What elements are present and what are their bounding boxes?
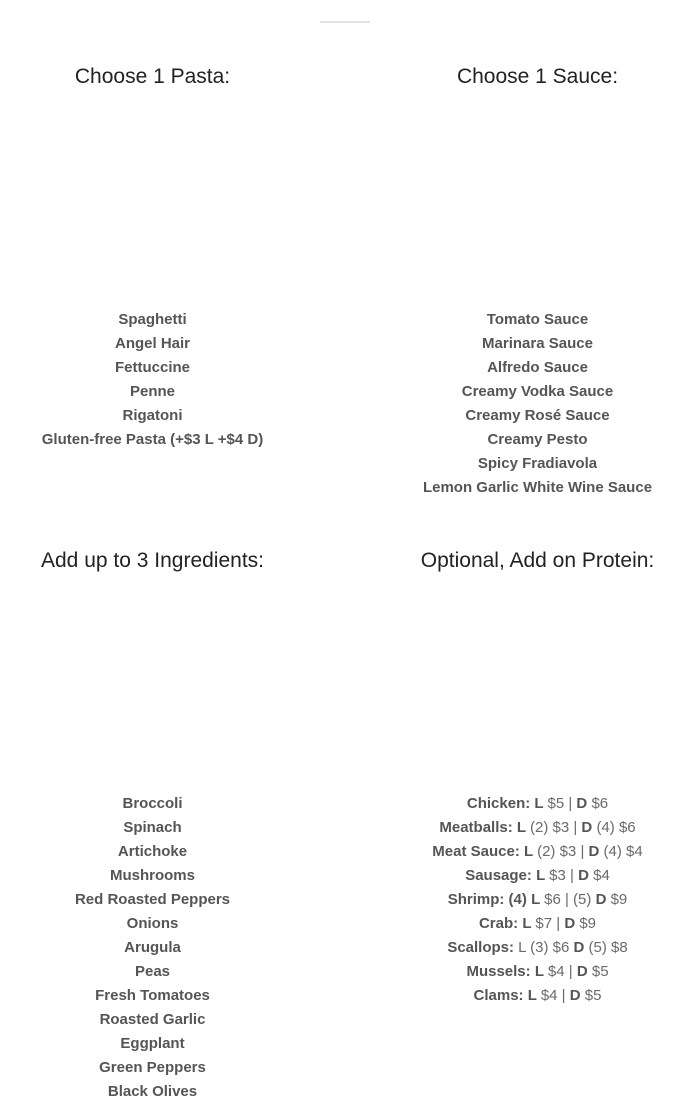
dinner-label: D <box>595 891 607 908</box>
list-item: Onions <box>126 915 179 932</box>
dinner-price: (4) $6 <box>596 819 636 836</box>
lunch-label: L <box>522 915 532 932</box>
protein-name: Meatballs: <box>439 819 513 836</box>
dinner-price: $6 <box>591 795 609 812</box>
lunch-price: $7 <box>535 915 553 932</box>
separator: | <box>570 867 574 884</box>
list-item: Creamy Vodka Sauce <box>461 383 614 400</box>
list-item <box>385 960 690 984</box>
lunch-label: L <box>524 843 533 860</box>
separator: | <box>561 987 566 1004</box>
list-item: Spaghetti <box>118 311 187 328</box>
list-item <box>385 864 690 888</box>
pasta-list <box>0 308 305 452</box>
list-item: Lemon Garlic White Wine Sauce <box>422 479 653 496</box>
list-item <box>385 984 690 1008</box>
dinner-price: $4 <box>593 867 610 884</box>
list-item: Spinach <box>123 819 182 836</box>
dinner-price: $5 <box>584 987 602 1004</box>
list-item: Penne <box>129 383 175 400</box>
dinner-label: D <box>576 963 588 980</box>
list-item <box>385 912 690 936</box>
list-item: Gluten-free Pasta (+$3 L +$4 D) <box>41 431 264 448</box>
lunch-price: (2) $3 <box>537 843 577 860</box>
protein-name: Meat Sauce: <box>432 843 520 860</box>
dinner-label: D <box>564 915 576 932</box>
list-item: Arugula <box>124 939 181 956</box>
list-item <box>385 936 690 960</box>
list-item: Eggplant <box>120 1035 185 1052</box>
separator: | <box>568 795 573 812</box>
dinner-price: $9 <box>610 891 628 908</box>
list-item: Creamy Rosé Sauce <box>465 407 610 424</box>
protein-name: Clams: <box>473 987 524 1004</box>
lunch-label: L <box>534 795 544 812</box>
list-item: Broccoli <box>122 795 183 812</box>
separator: | <box>580 843 585 860</box>
pasta-heading: Choose 1 Pasta: <box>74 65 231 88</box>
lunch-label: L <box>516 819 526 836</box>
protein-name: Chicken: <box>466 795 531 812</box>
sauce-list <box>385 308 690 500</box>
dinner-label: D <box>569 987 581 1004</box>
lunch-price: $6 | (5) <box>544 891 592 908</box>
lunch-price: $4 <box>540 987 558 1004</box>
separator: | <box>568 963 573 980</box>
lunch-label: L <box>531 891 540 908</box>
list-item <box>385 888 690 912</box>
sauce-heading: Choose 1 Sauce: <box>456 65 619 88</box>
list-item <box>385 792 690 816</box>
lunch-label: L <box>527 987 537 1004</box>
list-item: Fettuccine <box>114 359 190 376</box>
dinner-label: D <box>588 843 600 860</box>
list-item: Tomato Sauce <box>486 311 589 328</box>
separator: | <box>556 915 561 932</box>
list-item: Angel Hair <box>114 335 190 352</box>
list-item: Rigatoni <box>122 407 183 424</box>
list-item: Green Peppers <box>99 1059 206 1076</box>
protein-name: Crab: <box>478 915 519 932</box>
list-item: Creamy Pesto <box>487 431 588 448</box>
ingredients-heading: Add up to 3 Ingredients: <box>41 549 264 572</box>
list-item: Peas <box>134 963 171 980</box>
list-item <box>385 840 690 864</box>
separator: | <box>573 819 578 836</box>
list-item: Red Roasted Peppers <box>74 891 231 908</box>
dinner-label: D <box>573 939 585 956</box>
lunch-price: $4 <box>547 963 565 980</box>
dinner-price: $5 <box>591 963 609 980</box>
lunch-label: L <box>536 867 545 884</box>
dinner-label: D <box>581 819 593 836</box>
dinner-label: D <box>576 795 588 812</box>
dinner-price: (4) $4 <box>603 843 643 860</box>
dinner-label: D <box>578 867 589 884</box>
protein-name: Shrimp: (4) <box>447 891 527 908</box>
list-item: Marinara Sauce <box>482 335 593 352</box>
list-item <box>385 816 690 840</box>
list-item: Black Olives <box>107 1083 198 1100</box>
protein-name: Sausage: <box>465 867 532 884</box>
list-item: Artichoke <box>117 843 188 860</box>
protein-name: Mussels: <box>466 963 531 980</box>
lunch-price: $5 <box>547 795 565 812</box>
list-item: Spicy Fradiavola <box>477 455 598 472</box>
lunch-price: $3 <box>549 867 566 884</box>
protein-heading: Optional, Add on Protein: <box>420 549 655 572</box>
top-divider <box>320 21 370 23</box>
lunch-price: L (3) $6 <box>518 939 570 956</box>
lunch-price: (2) $3 <box>529 819 570 836</box>
list-item: Fresh Tomatoes <box>95 987 210 1004</box>
list-item: Mushrooms <box>109 867 195 884</box>
dinner-price: (5) $8 <box>588 939 628 956</box>
lunch-label: L <box>534 963 544 980</box>
ingredients-list <box>0 792 305 1104</box>
dinner-price: $9 <box>579 915 597 932</box>
protein-list <box>385 792 690 1008</box>
protein-name: Scallops: <box>447 939 514 956</box>
list-item: Alfredo Sauce <box>487 359 588 376</box>
list-item: Roasted Garlic <box>99 1011 206 1028</box>
